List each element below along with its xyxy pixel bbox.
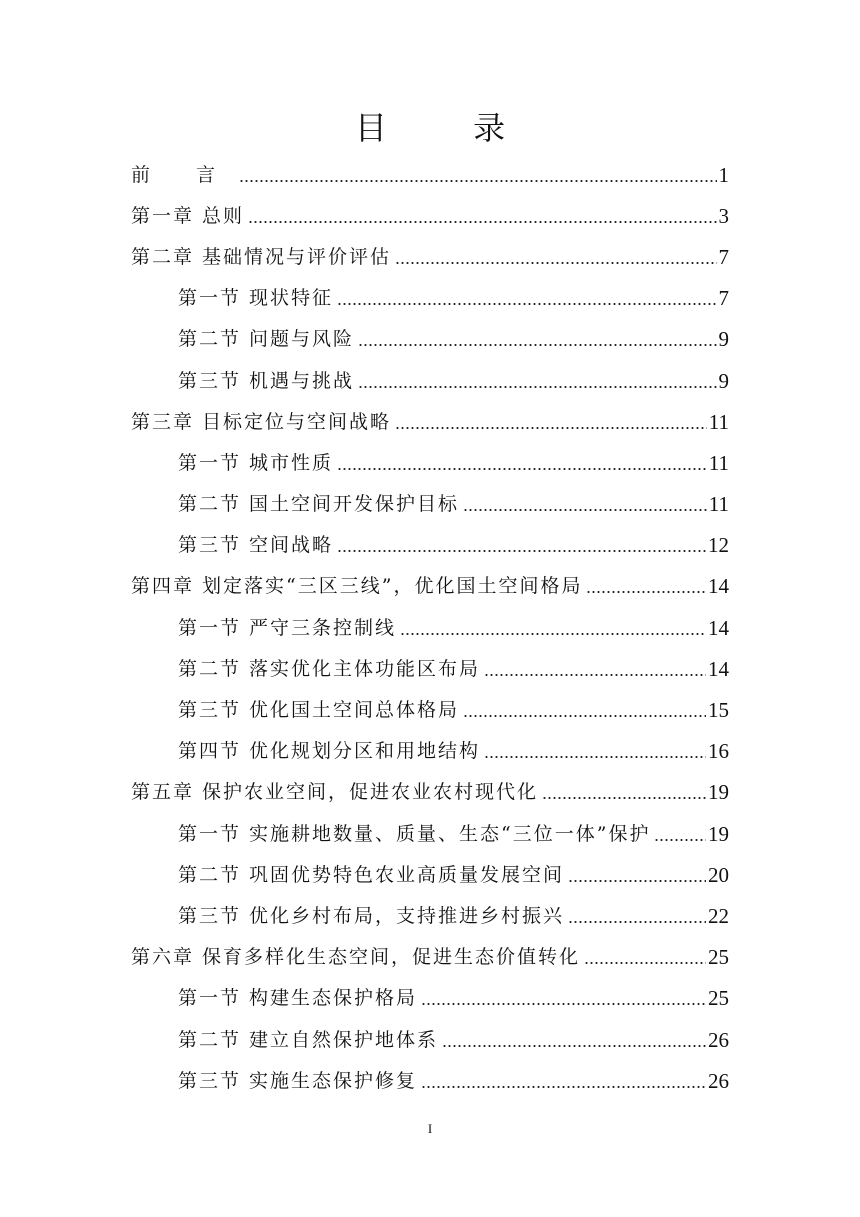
toc-entry-title: 第四节 优化规划分区和用地结构 [178,740,481,763]
toc-section-entry[interactable] [131,689,729,730]
toc-chapter-entry[interactable] [131,401,729,442]
dot-leader [568,880,706,882]
toc-entry-title: 第三节 实施生态保护修复 [178,1069,418,1092]
toc-entry-title: 第二节 巩固优势特色农业高质量发展空间 [178,863,565,886]
toc-entry-title: 第三节 优化乡村布局，支持推进乡村振兴 [178,904,565,927]
toc-entry-page-number: 11 [708,492,729,517]
dot-leader [239,180,716,182]
toc-entry-page-number: 11 [708,450,729,475]
toc-section-entry[interactable] [131,854,729,895]
toc-entry-page-number: 11 [708,409,729,434]
toc-entry-page-number: 9 [718,368,729,393]
toc-entry-page-number: 14 [708,574,729,599]
toc-entry-title: 第二节 落实优化主体功能区布局 [178,657,481,680]
toc-section-entry[interactable] [131,607,729,648]
toc-entry-page-number: 25 [708,986,729,1011]
toc-section-entry[interactable] [131,1060,729,1101]
toc-chapter-entry[interactable] [131,195,729,236]
toc-entry-title: 第二节 建立自然保护地体系 [178,1028,439,1051]
toc-entry-title: 第一节 城市性质 [178,451,334,474]
dot-leader [421,1086,706,1088]
toc-entry-page-number: 1 [718,162,729,187]
toc-entry-page-number: 12 [708,533,729,558]
toc-entry-title: 第一节 现状特征 [178,287,334,310]
toc-entry-page-number: 7 [718,244,729,269]
toc-entry-page-number: 26 [708,1027,729,1052]
dot-leader [542,797,706,799]
dot-leader [484,674,706,676]
toc-entry-page-number: 19 [708,780,729,805]
toc-entry-title: 第五章 保护农业空间，促进农业农村现代化 [131,781,539,804]
toc-chapter-entry[interactable] [131,236,729,277]
dot-leader [421,1003,706,1005]
toc-entry-page-number: 26 [708,1068,729,1093]
toc-section-entry[interactable] [131,360,729,401]
dot-leader [463,509,707,511]
toc-entry-page-number: 9 [718,327,729,352]
toc-chapter-entry[interactable] [131,566,729,607]
toc-entry-page-number: 14 [708,656,729,681]
toc-chapter-entry[interactable] [131,937,729,978]
dot-leader [358,344,716,346]
toc-entry-title: 第三节 优化国土空间总体格局 [178,699,460,722]
toc-entry-title: 第三节 机遇与挑战 [178,369,355,392]
toc-entry-title: 第四章 划定落实“三区三线”，优化国土空间格局 [131,575,583,598]
table-of-contents [131,154,729,1101]
page-title: 目 录 [354,109,544,147]
toc-entry-title: 第一章 总则 [131,204,245,227]
toc-section-entry[interactable] [131,442,729,483]
dot-leader [337,550,706,552]
toc-section-entry[interactable] [131,648,729,689]
toc-entry-title: 第三节 空间战略 [178,534,334,557]
page-number: I [427,1121,433,1136]
toc-entry-title: 第一节 严守三条控制线 [178,616,397,639]
dot-leader [400,633,706,635]
toc-entry-page-number: 7 [718,286,729,311]
toc-section-entry[interactable] [131,813,729,854]
dot-leader [568,921,706,923]
toc-entry-page-number: 14 [708,615,729,640]
dot-leader [395,262,716,264]
toc-entry-title: 第一节 构建生态保护格局 [178,987,418,1010]
dot-leader [337,303,716,305]
toc-section-entry[interactable] [131,525,729,566]
dot-leader [337,468,707,470]
toc-section-entry[interactable] [131,895,729,936]
toc-section-entry[interactable] [131,278,729,319]
toc-entry-page-number: 19 [708,821,729,846]
dot-leader [442,1045,706,1047]
toc-chapter-entry[interactable] [131,772,729,813]
toc-entry-title: 前 言 [131,163,236,186]
toc-section-entry[interactable] [131,484,729,525]
toc-entry-page-number: 20 [708,862,729,887]
dot-leader [395,427,707,429]
dot-leader [586,591,706,593]
toc-chapter-entry[interactable] [131,154,729,195]
toc-entry-page-number: 25 [708,945,729,970]
toc-entry-page-number: 22 [708,903,729,928]
toc-entry-title: 第六章 保育多样化生态空间，促进生态价值转化 [131,946,581,969]
toc-entry-title: 第三章 目标定位与空间战略 [131,410,392,433]
toc-section-entry[interactable] [131,319,729,360]
dot-leader [584,962,706,964]
toc-entry-page-number: 15 [708,698,729,723]
dot-leader [484,756,706,758]
toc-section-entry[interactable] [131,978,729,1019]
toc-entry-title: 第二节 国土空间开发保护目标 [178,493,460,516]
toc-entry-title: 第二节 问题与风险 [178,328,355,351]
dot-leader [248,221,716,223]
dot-leader [358,386,716,388]
toc-section-entry[interactable] [131,1019,729,1060]
toc-entry-page-number: 3 [718,203,729,228]
dot-leader [463,715,706,717]
dot-leader [654,839,706,841]
toc-entry-title: 第二章 基础情况与评价评估 [131,245,392,268]
toc-entry-title: 第一节 实施耕地数量、质量、生态“三位一体”保护 [178,822,651,845]
toc-entry-page-number: 16 [708,739,729,764]
toc-section-entry[interactable] [131,731,729,772]
